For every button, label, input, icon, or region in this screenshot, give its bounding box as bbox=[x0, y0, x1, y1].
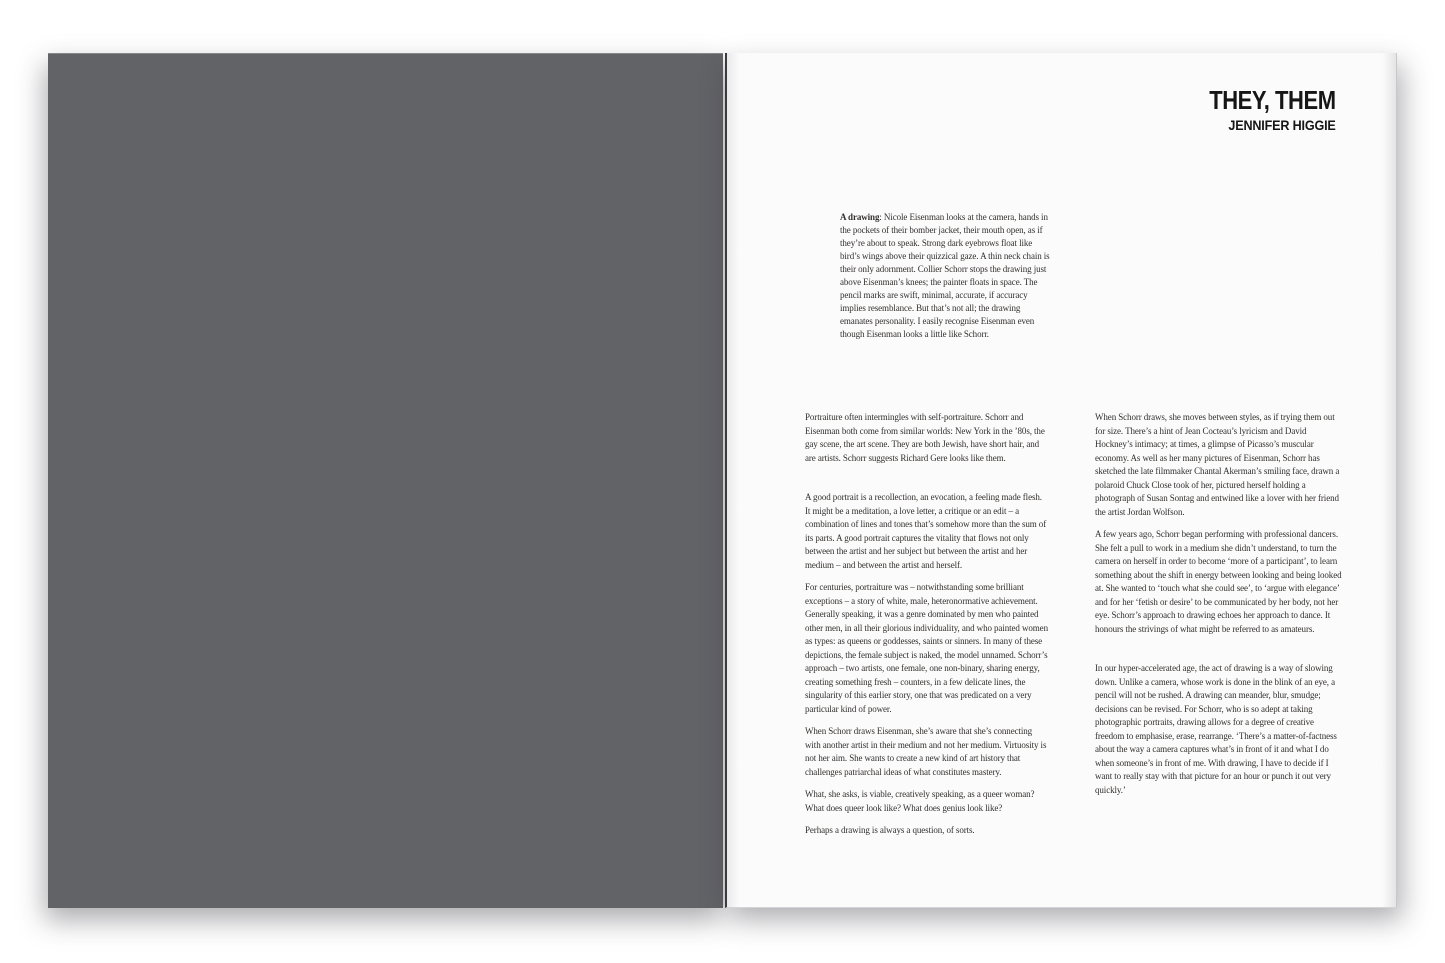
paragraph: Perhaps a drawing is always a question, of sorts. bbox=[805, 825, 975, 835]
text-column-left bbox=[805, 411, 1048, 838]
paragraph: A good portrait is a recollection, an evocation, a feeling made flesh. It might be a meditation, a love letter, a critique or an edit – a combination of lines and tones that’s somehow more than the sum of its parts. A good portrait captures the vitality that flows not only between the artist and her subject but between the artist and her medium – and between the artist and herself. bbox=[805, 492, 1047, 570]
book-spread bbox=[48, 53, 1397, 908]
paragraph: Portraiture often intermingles with self-portraiture. Schorr and Eisenman both come from similar worlds: New York in the ’80s, the gay scene, the art scene. They are both Jewish, have short hair, and are artists. Schorr suggests Richard Gere looks like them. bbox=[805, 412, 1045, 463]
left-page-blank bbox=[48, 53, 723, 908]
paragraph: When Schorr draws, she moves between styles, as if trying them out for size. There’s a hint of Jean Cocteau’s lyricism and David Hockney’s intimacy; at times, a glimpse of Picasso’s muscular economy. As well as her many pictures of Eisenman, Schorr has sketched the late filmmaker Chantal Akerman’s smiling face, drawn a polaroid Chuck Close took of her, pictured herself holding a photograph of Susan Sontag and entwined like a lover with her friend the artist Jordan Wolfson. bbox=[1095, 412, 1340, 517]
essay-header bbox=[1192, 87, 1336, 133]
opening-paragraph-rest: : Nicole Eisenman looks at the camera, hands in the pockets of their bomber jacket, their mouth open, as if they’re about to speak. Strong dark eyebrows float like bird’s wings above their quizzical gaze. A thin neck chain is their only adornment. Collier Schorr stops the drawing just above Eisenman’s knees; the painter floats in space. The pencil marks are swift, minimal, accurate, if accuracy implies resemblance. But that’s not all; the drawing emanates personality. I easily recognise Eisenman even though Eisenman looks a little like Schorr. bbox=[840, 212, 1050, 339]
opening-paragraph bbox=[840, 211, 1052, 341]
paragraph: In our hyper-accelerated age, the act of drawing is a way of slowing down. Unlike a camera, whose work is done in the blink of an eye, a pencil will not be rushed. A drawing can meander, blur, smudge; decisions can be revised. For Schorr, who is so adept at taking photographic portraits, drawing allows for a degree of creative freedom to emphasise, erase, rearrange. ‘There’s a matter-of-factness about the way a camera captures what’s in front of it and what I do when someone’s in front of me. With drawing, I have to decide if I want to really stay with that picture for an hour or punch it out very quickly.’ bbox=[1095, 663, 1337, 795]
essay-author: JENNIFER HIGGIE bbox=[1228, 117, 1336, 133]
text-column-right bbox=[1095, 411, 1344, 797]
paragraph: When Schorr draws Eisenman, she’s aware that she’s connecting with another artist in their medium and not her medium. Virtuosity is not her aim. She wants to create a new kind of art history that challenges patriarchal ideas of what constitutes mastery. bbox=[805, 726, 1047, 777]
opening-paragraph-lead: A drawing bbox=[840, 212, 880, 222]
paragraph: What, she asks, is viable, creatively speaking, as a queer woman? What does queer look like? What does genius look like? bbox=[805, 789, 1035, 813]
essay-title: THEY, THEM bbox=[1209, 86, 1336, 116]
paragraph: A few years ago, Schorr began performing with professional dancers. She felt a pull to work in a medium she didn’t understand, to turn the camera on herself in order to become ‘more of a participant’, to learn something about the shift in energy between looking and being looked at. She wanted to ‘touch what she could see’, to ‘argue with elegance’ and for her ‘fetish or desire’ to be communicated by her body, not her eye. Schorr’s approach to drawing echoes her approach to dance. It honours the strivings of what might be referred to as amateurs. bbox=[1095, 529, 1342, 634]
right-page bbox=[725, 53, 1397, 908]
paragraph: For centuries, portraiture was – notwithstanding some brilliant exceptions – a story of white, male, heteronormative achievement. Generally speaking, it was a genre dominated by men who painted other men, in all their glorious individuality, and who painted women as types: as queens or goddesses, saints or sinners. In many of these depictions, the female subject is naked, the model unnamed. Schorr’s approach – two artists, one female, one non-binary, sharing energy, creating something fresh – counters, in a few delicate lines, the singularity of this earlier story, one that was predicated on a very particular kind of power. bbox=[805, 582, 1048, 714]
